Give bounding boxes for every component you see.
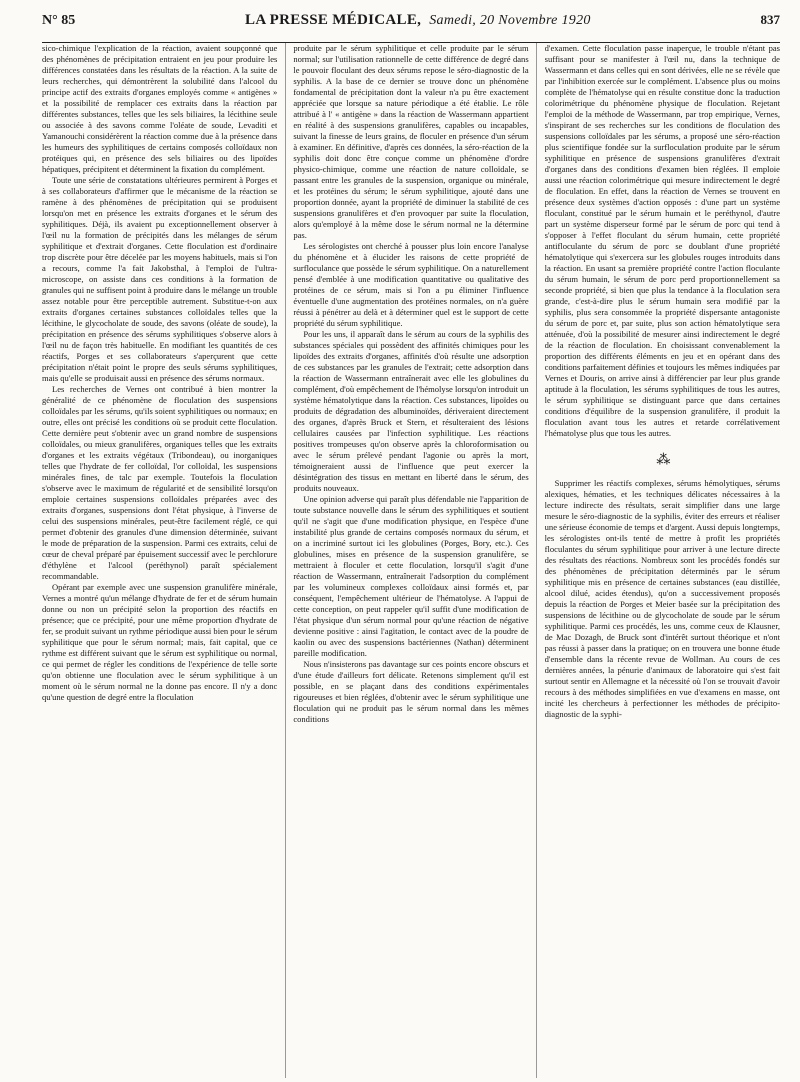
paragraph: d'examen. Cette floculation passe inaperçue, le trouble n'étant pas suffisant pour se manifester à l'œil nu, dans la technique de Wassermann et dans celles qui en sont dérivées, elle ne se révèle que par l'inhibition exercée sur le complément. L'absence plus ou moins complète de l'hématolyse qui en résulte constitue donc la traduction colorimétrique du phénomène physique de floculation. Rejetant l'emploi de la méthode de Wassermann, par trop empirique, Vernes, s'inspirant de ses recherches sur les conditions de floculation des suspensions colloïdales par les sérums, a proposé une séro-réaction plus scientifique fondée sur la surfloculation produite par le sérum syphilitique en présence de suspensions granulifères d'extrait d'organes dans des conditions d'examen bien réglées. Il emploie aussi une réaction colorimétrique qui mesure indirectement le degré de floculation. En effet, dans la réaction de Vernes se trouvent en présence deux systèmes d'action opposés : d'une part un système floculant, constitué par le sérum humain et le peréthynol, d'autre part un système disperseur formé par le sérum de porc qui tend à s'opposer à l'effet floculant du sérum humain, cette propriété antifloculante du sérum de porc se doublant d'une propriété hématolytique qui s'exercera sur les globules rouges introduits dans la réaction. En usant sa première propriété contre l'action floculante du sérum humain, le sérum de porc perd proportionnellement sa seconde propriété, si bien que plus la tendance à la floculation sera grande, c'est-à-dire plus le sérum humain sera modifié par la syphilis, plus sera consommée la propriété dispersante antagoniste du sérum de porc et, par suite, plus son action hématolytique sera atténuée, d'où la possibilité de mesurer ainsi indirectement le degré de la réaction de floculation. En choisissant convenablement la proportion des différents éléments en jeu et en opérant dans des conditions parfaitement définies et toujours les mêmes indiquées par Vernes et Douris, on arrive ainsi à différencier par leur plus grande aptitude à la floculation, les sérums syphilitiques de tous les autres, le sérum syphilitique se distinguant parce que dans certaines conditions d'équilibre de la suspension granulifère, il produit la floculation avant tous les autres et retarde corrélativement l'hématolyse plus que tous les autres. [544,43,780,438]
column-middle [285,43,536,1078]
paragraph: produite par le sérum syphilitique et celle produite par le sérum normal; sur l'utilisation rationnelle de cette différence de degré dans le pouvoir floculant des deux sérums repose le séro-diagnostic de la syphilis. A la base de ce dernier se trouve donc un phénomène fondamental de précipitation dont la valeur n'a pu être exactement appréciée que lorsque sa nature périodique a été établie. Le rôle attribué à l' « antigène » dans la réaction de Wassermann appartient en réalité à des suspensions granulifères, capables ou incapables, suivant la finesse de leurs grains, de floculer en présence d'un sérum à examiner. En définitive, d'après ces données, la séro-réaction de la syphilis doit donc être conçue comme un phénomène d'ordre physico-chimique, comme une réaction de nature colloïdale, se passant entre les granules de la suspension, organique ou minérale, et les protéines du sérum; le sérum syphilitique, ajouté dans une proportion donnée, ayant la propriété de diminuer la stabilité de ces suspensions granulifères et d'en provoquer par suite la floculation, alors qu'employé à la même dose le sérum normal ne la détermine pas. [293,43,529,240]
section-separator: ⁂ [656,453,669,468]
article-columns [42,43,780,1078]
paragraph: Les recherches de Vernes ont contribué à bien montrer la généralité de ce phénomène de floculation des suspensions colloïdales par les sérums, qu'ils soient syphilitiques ou normaux; en outre, elles ont précisé les conditions où se produit cette floculation. Cette dernière peut s'obtenir avec un grand nombre de suspensions colloïdales, ou mieux granulifères, organiques telles que les extraits d'organes et les extraits végétaux (Tribondeau), ou inorganiques telles que l'hydrate de fer colloïdal, l'or colloïdal, les suspensions minérales fines, de talc par exemple. Toutefois la floculation s'observe avec le maximum de régularité et de sensibilité lorsqu'on emploie certaines suspensions colloïdales préparées avec des extraits d'organes, suspensions dont l'état physique, à l'inverse de celui des suspensions minérales, peut-être facilement réglé, ce qui permet d'obtenir des granules d'une dimension déterminée, suivant le mode de préparation de la suspension. Parmi ces extraits, celui de cœur de cheval préparé par épuisement successif avec le perchlorure d'éthylène et l'alcool (peréthynol) paraît spécialement recommandable. [42,384,278,581]
page-number: 837 [760,12,780,27]
paragraph: sico-chimique l'explication de la réaction, avaient soupçonné que des phénomènes de précipitation entraient en jeu pour produire les différences constatées dans les résultats de la réaction. A la suite de leurs recherches, qui démontrèrent la solubilité dans l'alcool du principe actif des extraits d'organes employés comme « antigènes » et la possibilité de remplacer ces extraits dans la réaction par différentes substances, telles que les sels biliaires, la lécithine seule ou associée à des savons comme l'oléate de soude, Levaditi et Yamanouchi considérèrent la réaction comme due à la présence dans les humeurs des syphilitiques de certains composés colloïdaux non protéiques qui, en présence des sels biliaires ou des lipoïdes hépatiques, précipitent et déterminent la fixation du complément. [42,43,278,174]
paragraph: Opérant par exemple avec une suspension granulifère minérale, Vernes a montré qu'un mélange d'hydrate de fer et de sérum humain donne ou non un précipité selon la proportion des réactifs en présence; que ce précipité, pour une même proportion d'hydrate de fer, se produit suivant un rythme périodique aussi bien pour le sérum syphilitique que pour le sérum normal; mais, fait capital, que ce rythme est différent suivant que le sérum est syphilitique ou normal, ce qui permet de régler les conditions de l'expérience de telle sorte qu'on obtienne une floculation avec le sérum syphilitique à un moment où le sérum normal ne la donne pas encore. Il n'y a donc qu'une question de degré entre la floculation [42,582,278,702]
paragraph: Nous n'insisterons pas davantage sur ces points encore obscurs et d'une étude d'ailleurs fort délicate. Retenons simplement qu'il est possible, en se plaçant dans des conditions expérimentales rigoureuses et bien réglées, d'obtenir avec le sérum syphilitique une floculation qui ne produit pas le sérum normal dans les mêmes conditions [293,659,529,724]
column-left [42,43,277,1078]
column-right [545,43,780,1078]
paragraph: Une opinion adverse qui paraît plus défendable nie l'apparition de toute substance nouvelle dans le sérum des syphilitiques et soutient qu'il ne s'agit que d'une modification physique, en l'espèce d'une instabilité plus grande de certains composés normaux du sérum, et on a incriminé surtout ici les globulines (Porges, Bory, etc.). Ces globulines, mises en présence de la suspension granulifère, se mettraient à floculer et cette floculation, lorsqu'il s'agit d'une réaction de Wassermann, entraînerait l'adsorption du complément par les volumineux complexes colloïdaux ainsi formés et, par conséquent, l'empêchement ultérieur de l'hématolyse. A l'appui de cette conception, on peut rappeler qu'il suffit d'une modification de l'état physique d'un sérum normal pour qu'une réaction de négative devienne positive : ainsi l'agitation, le contact avec de la poudre de kaolin ou avec des suspensions bactériennes (Nathan) déterminent pareille modification. [293,494,529,658]
journal-name: LA PRESSE MÉDICALE, [245,12,422,28]
paragraph: Toute une série de constatations ultérieures permirent à Porges et à ses collaborateurs d'affirmer que le mécanisme de la réaction se ramène à des phénomènes de précipitation qui se produisent lorsqu'on met en présence les extraits d'organes et le sérum des syphilitiques. Déjà, ils avaient pu exceptionnellement observer à l'œil nu la formation de précipités dans les mélanges de sérum syphilitique et d'extrait d'organes. Cette floculation est d'ordinaire trop discrète pour être décelée par les moyens habituels, mais si l'on a recours, comme l'a fait Jakobsthal, à l'emploi de l'ultra-microscope, on assiste dans ces conditions à la formation de granules qui ne suffisent point à produire dans le mélange un trouble assez notable pour être perceptible autrement. Substitue-t-on aux extraits d'organes certaines substances colloïdales telles que la lécithine, le glycocholate de soude, des savons (oléate de soude), la précipitation en présence des sérums syphilitiques s'observe alors à l'œil nu de façon très habituelle. En modifiant les quantités de ces réactifs, Porges et ses collaborateurs s'aperçurent que cette précipitation n'était point le propre des seuls sérums syphilitiques, mais qu'elle se produisait aussi en présence des sérums normaux. [42,175,278,383]
issue-number: N° 85 [42,13,76,28]
page-header [42,12,780,34]
issue-date: Samedi, 20 Novembre 1920 [429,13,591,28]
running-title [245,12,591,29]
paragraph: Pour les uns, il apparaît dans le sérum au cours de la syphilis des substances spéciales qui possèdent des affinités chimiques pour les lipoïdes des extraits d'organes, affinités d'où résulte une adsorption de ces substances par les granules de l'extrait; cette adsorption dans la réaction de Wassermann entraînerait avec elle les globulines du complément, d'où empêchement de l'hémolyse lorsqu'on introduit un système hématolytique dans la réaction. Ces substances, lipoïdes ou produits de dégradation des albuminoïdes, dériveraient directement des organes, d'après Bruck et Stern, et résulteraient des lésions cellulaires causées par l'infection syphilitique. Les réactions positives trompeuses qu'on observe après la chloroformisation ou avec le sérum prélevé pendant l'agonie ou après la mort, témoigneraient aussi de l'influence que peut exercer la désintégration des tissus en mettant en liberté dans le sérum, des produits nouveaux. [293,329,529,493]
paragraph: Supprimer les réactifs complexes, sérums hémolytiques, sérums alexiques, hématies, et les techniques délicates nécessaires à la lecture indirecte des résultats, serait simplifier dans une large mesure le séro-diagnostic de la syphilis, éviter des erreurs et réaliser une sérieuse économie de temps et d'argent. Aussi depuis longtemps, les sérologistes ont-ils tenté de mettre à profit les propriétés floculantes du sérum syphilitique pour arriver à une lecture directe des résultats des réactions. Nombreux sont les procédés fondés sur des phénomènes de précipitation déterminés par le sérum syphilitique mis en présence de certaines substances (eau distillée, alcool dilué, acides étendus), qu'on a successivement proposés depuis la réaction de Porges et Meier basée sur la précipitation des suspensions de lécithine ou de glycocholate de soude par le sérum syphilitique. Parmi ces procédés, les uns, comme ceux de Klausner, de Mac Dozagh, de Bruck sont d'intérêt surtout théorique et n'ont pas réussi à passer dans la pratique; on en trouvera une bonne étude d'ensemble dans la récente revue de Wollman. Au cours de ces dernières années, la pénurie d'animaux de laboratoire qui s'est fait surtout sentir en Allemagne et la nécessité où l'on se trouvait d'avoir recours à des méthodes simplifiées en vue d'examens en masse, ont incité les chercheurs à perfectionner les méthodes de précipito-diagnostic de la syphi- [544,478,780,719]
paragraph: Les sérologistes ont cherché à pousser plus loin encore l'analyse du phénomène et à élucider les raisons de cette propriété de surfloculance que possède le sérum syphilitique. On a naturellement pensé d'emblée à une modification quantitative ou qualitative des protéines de ce sérum, mais si l'on a pu éliminer l'influence éventuelle d'une augmentation des protéines normales, on n'a guère réussi à pénétrer au delà et à déterminer quel est le support de cette propriété du sérum syphilitique. [293,241,529,328]
